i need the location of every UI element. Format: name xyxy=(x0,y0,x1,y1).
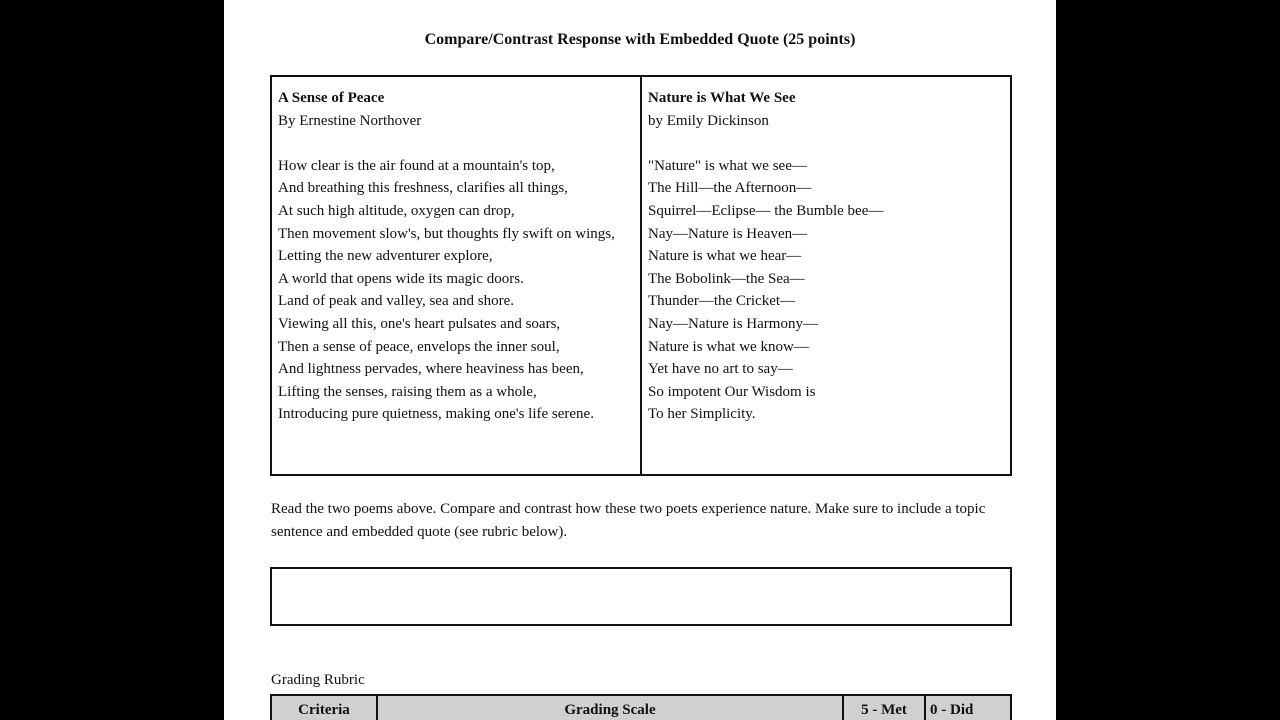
poem-line: Introducing pure quietness, making one's life serene. xyxy=(278,406,594,423)
poem-line: A world that opens wide its magic doors. xyxy=(278,270,524,287)
poem-line: Lifting the senses, raising them as a whole, xyxy=(278,383,537,400)
poem-line: Land of peak and valley, sea and shore. xyxy=(278,293,515,310)
poem-line: Nature is what we know— xyxy=(648,338,809,355)
page-title: Compare/Contrast Response with Embedded Quote (25 points) xyxy=(424,31,856,48)
poem-line: Then movement slow's, but thoughts fly swift on wings, xyxy=(278,225,615,242)
poem-line: "Nature" is what we see— xyxy=(648,157,807,174)
rubric-label: Grading Rubric xyxy=(271,672,365,688)
poem-title: A Sense of Peace xyxy=(278,90,385,106)
rubric-header-row xyxy=(271,695,1011,720)
poem-line: And breathing this freshness, clarifies all things, xyxy=(278,180,568,197)
poem-line: At such high altitude, oxygen can drop, xyxy=(278,202,515,219)
poem-line: Viewing all this, one's heart pulsates and soars, xyxy=(278,315,561,332)
rubric-header-met: 5 - Met xyxy=(843,695,925,720)
poems-table xyxy=(270,75,1012,476)
poem-line: Nature is what we hear— xyxy=(648,248,802,265)
response-input-box[interactable] xyxy=(270,567,1012,626)
poem-line: Then a sense of peace, envelops the inner soul, xyxy=(278,338,560,355)
poem-line: Nay—Nature is Harmony— xyxy=(648,315,818,332)
poem-line: The Hill—the Afternoon— xyxy=(648,180,812,197)
poem-line: To her Simplicity. xyxy=(648,406,756,423)
poem-author: By Ernestine Northover xyxy=(278,112,422,129)
rubric-header-criteria: Criteria xyxy=(271,695,377,720)
document-page xyxy=(224,0,1056,720)
instructions-text: Read the two poems above. Compare and contrast how these two poets experience nature. Make sure to include a topic sentence and embedded quote (see rubric below). xyxy=(271,501,986,540)
poem-line: Nay—Nature is Heaven— xyxy=(648,225,808,242)
rubric-header-did-not: 0 - Did xyxy=(925,695,1011,720)
rubric-table xyxy=(270,694,1012,720)
poem-line: How clear is the air found at a mountain's top, xyxy=(278,157,555,174)
poem-author: by Emily Dickinson xyxy=(648,112,769,129)
poem-line: Squirrel—Eclipse— the Bumble bee— xyxy=(648,202,884,219)
poem-cell-left xyxy=(272,77,642,474)
poem-line: Thunder—the Cricket— xyxy=(648,293,796,310)
poem-line: And lightness pervades, where heaviness has been, xyxy=(278,361,584,378)
rubric-header-grading-scale: Grading Scale xyxy=(377,695,843,720)
poem-line: Yet have no art to say— xyxy=(648,361,793,378)
poem-line: The Bobolink—the Sea— xyxy=(648,270,805,287)
poem-title: Nature is What We See xyxy=(648,90,796,106)
poem-cell-right xyxy=(642,77,1010,474)
poem-line: So impotent Our Wisdom is xyxy=(648,383,816,400)
poem-line: Letting the new adventurer explore, xyxy=(278,248,493,265)
